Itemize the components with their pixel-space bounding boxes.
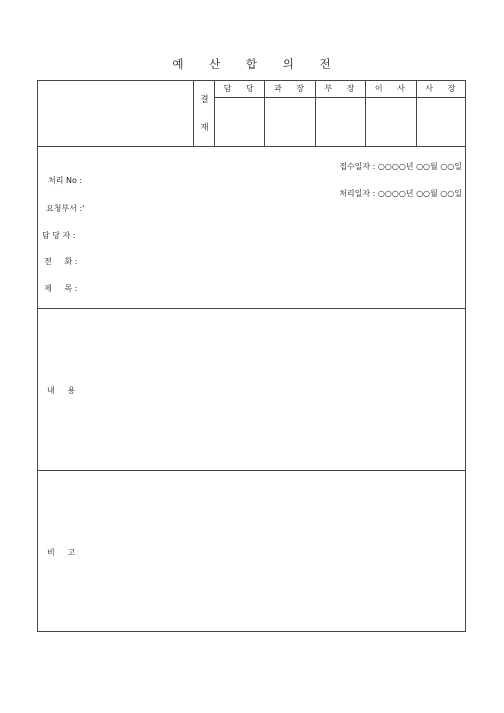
approval-sign-director[interactable] [365, 98, 415, 146]
approval-sign-section-chief[interactable] [264, 98, 314, 146]
content-label: 내 용 [47, 386, 76, 395]
requesting-dept-label: 요청부서 :' [46, 204, 85, 213]
approval-sign-president[interactable] [416, 98, 466, 146]
person-in-charge-label: 담 당 자 : [42, 231, 76, 240]
process-no-label: 처리 No : [48, 176, 83, 185]
divider-content [38, 470, 465, 471]
remarks-label: 비 고 [47, 548, 76, 557]
phone-label: 전 화 : [44, 257, 78, 266]
approval-header-staff: 담 당 [214, 81, 264, 98]
divider-info [38, 308, 465, 309]
form-frame [37, 80, 466, 632]
approval-sign-dept-head[interactable] [315, 98, 365, 146]
approval-header-dept-head: 부 장 [315, 81, 365, 98]
approval-label-top: 결 [200, 95, 209, 105]
processed-date: 처리일자 : ○○○○년 ○○월 ○○일 [339, 189, 462, 198]
approval-header-director: 이 사 [365, 81, 415, 98]
approval-label-bottom: 재 [200, 123, 209, 133]
approval-grid [214, 81, 466, 146]
document-title: 예 산 합 의 전 [172, 57, 342, 71]
approval-header-president: 사 장 [416, 81, 466, 98]
approval-header-section-chief: 과 장 [264, 81, 314, 98]
approval-sign-staff[interactable] [214, 98, 264, 146]
subject-label: 제 목 : [44, 284, 78, 293]
divider-approval [38, 146, 465, 147]
approval-label [193, 81, 215, 146]
received-date: 접수일자 : ○○○○년 ○○월 ○○일 [339, 162, 462, 171]
